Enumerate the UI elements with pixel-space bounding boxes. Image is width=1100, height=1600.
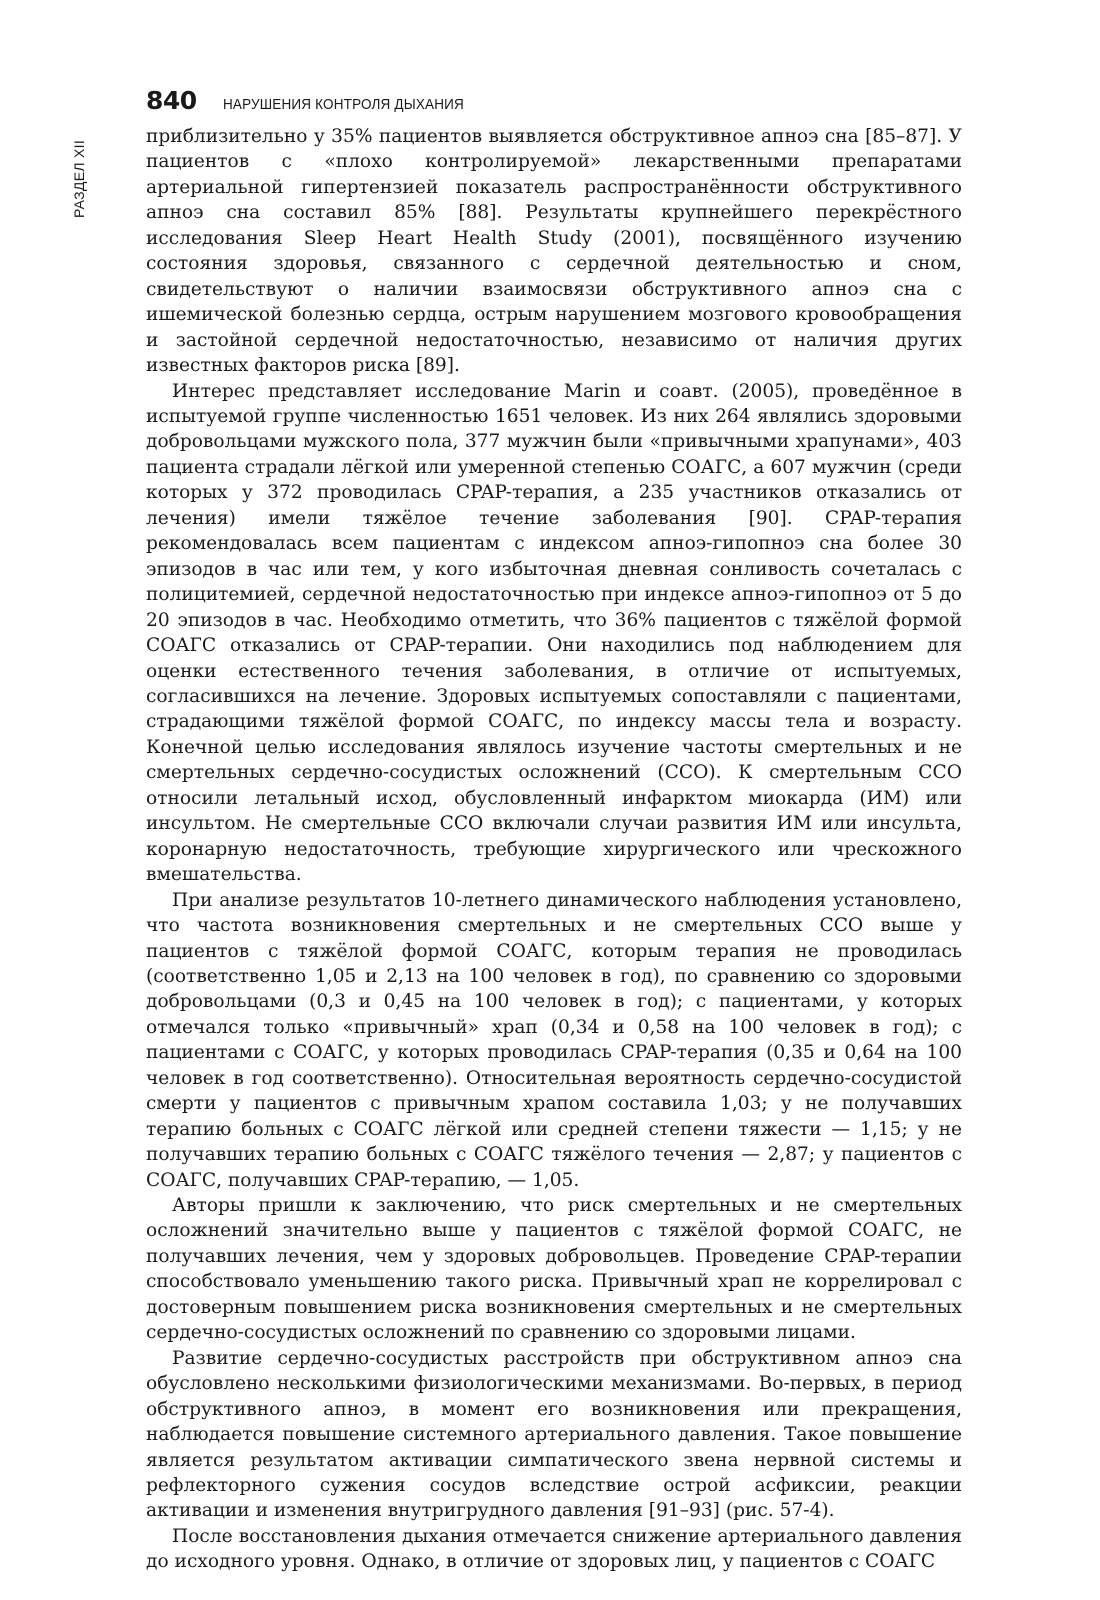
page-header [146,86,490,118]
paragraph-4: Авторы пришли к заключению, что риск смертельных и не смертельных осложнений значительно выше у пациентов с тяжёлой формой СОАГС, не получавших лечения, чем у здоровых добровольцев. Проведение CPAP-терапии способствовало уменьшению такого риска. Привычный храп не коррелировал с достоверным повышением риска возникновения смертельных и не смертельных сердечно-сосудистых осложнений по сравнению со здоровыми лицами. [146,1195,962,1344]
paragraph-1: приблизительно у 35% пациентов выявляется обструктивное апноэ сна [85–87]. У пациентов с «плохо контролируемой» лекарственными препаратами артериальной гипертензией показатель распространённости обструктивного апноэ сна составил 85% [88]. Результаты крупнейшего перекрёстного исследования Sleep Heart Health Study (2001), посвящённого изучению состояния здоровья, связанного с сердечной деятельностью и сном, свидетельствуют о наличии взаимосвязи обструктивного апноэ сна с ишемической болезнью сердца, острым нарушением мозгового кровообращения и застойной сердечной недостаточностью, независимо от наличия других известных факторов риска [89]. [146,126,962,377]
section-side-label [64,134,94,224]
body-text [146,124,962,1575]
paragraph-5: Развитие сердечно-сосудистых расстройств при обструктивном апноэ сна обусловлено несколькими физиологическими механизмами. Во-первых, в период обструктивного апноэ, в момент его возникновения или прекращения, наблюдается повышение системного артериального давления. Такое повышение является результатом активации симпатического звена нервной системы и рефлекторного сужения сосудов вследствие острой асфиксии, реакции активации и изменения внутригрудного давления [91–93] (рис. 57-4). [146,1347,962,1522]
section-label-text: РАЗДЕЛ XII [71,139,87,219]
page-number: 840 [146,86,197,115]
paragraph-6: После восстановления дыхания отмечается снижение артериального давления до исходного уровня. Однако, в отличие от здоровых лиц, у пациентов с СОАГС [146,1525,962,1573]
paragraph-2: Интерес представляет исследование Marin и соавт. (2005), проведённое в испытуемой группе численностью 1651 человек. Из них 264 являлись здоровыми добровольцами мужского пола, 377 мужчин были «привычными храпунами», 403 пациента страдали лёгкой или умеренной степенью СОАГС, а 607 мужчин (среди которых у 372 проводилась CPAP-терапия, а 235 участников отказались от лечения) имели тяжёлое течение заболевания [90]. CPAP-терапия рекомендовалась всем пациентам с индексом апноэ-гипопноэ сна более 30 эпизодов в час или тем, у кого избыточная дневная сонливость сочеталась с полицитемией, сердечной недостаточностью при индексе апноэ-гипопноэ от 5 до 20 эпизодов в час. Необходимо отметить, что 36% пациентов с тяжёлой формой СОАГС отказались от CPAP-терапии. Они находились под наблюдением для оценки естественного течения заболевания, в отличие от испытуемых, согласившихся на лечение. Здоровых испытуемых сопоставляли с пациентами, страдающими тяжёлой формой СОАГС, по индексу массы тела и возрасту. Конечной целью исследования являлось изучение частоты смертельных и не смертельных сердечно-сосудистых осложнений (ССО). К смертельным ССО относили летальный исход, обусловленный инфарктом миокарда (ИМ) или инсультом. Не смертельные ССО включали случаи развития ИМ или инсульта, коронарную недостаточность, требующие хирургического или чрескожного вмешательства. [146,380,962,886]
paragraph-3: При анализе результатов 10-летнего динамического наблюдения установлено, что частота возникновения смертельных и не смертельных ССО выше у пациентов с тяжёлой формой СОАГС, которым терапия не проводилась (соответственно 1,05 и 2,13 на 100 человек в год), по сравнению со здоровыми добровольцами (0,3 и 0,45 на 100 человек в год); с пациентами, у которых отмечался только «привычный» храп (0,34 и 0,58 на 100 человек в год); с пациентами с СОАГС, у которых проводилась CPAP-терапия (0,35 и 0,64 на 100 человек в год соответственно). Относительная вероятность сердечно-сосудистой смерти у пациентов с привычным храпом составила 1,03; у не получавших терапию больных с СОАГС лёгкой или средней степени тяжести — 1,15; у не получавших терапию больных с СОАГС тяжёлого течения — 2,87; у пациентов с СОАГС, получавших CPAP-терапию, — 1,05. [146,889,962,1191]
running-title: НАРУШЕНИЯ КОНТРОЛЯ ДЫХАНИЯ [222,96,464,113]
